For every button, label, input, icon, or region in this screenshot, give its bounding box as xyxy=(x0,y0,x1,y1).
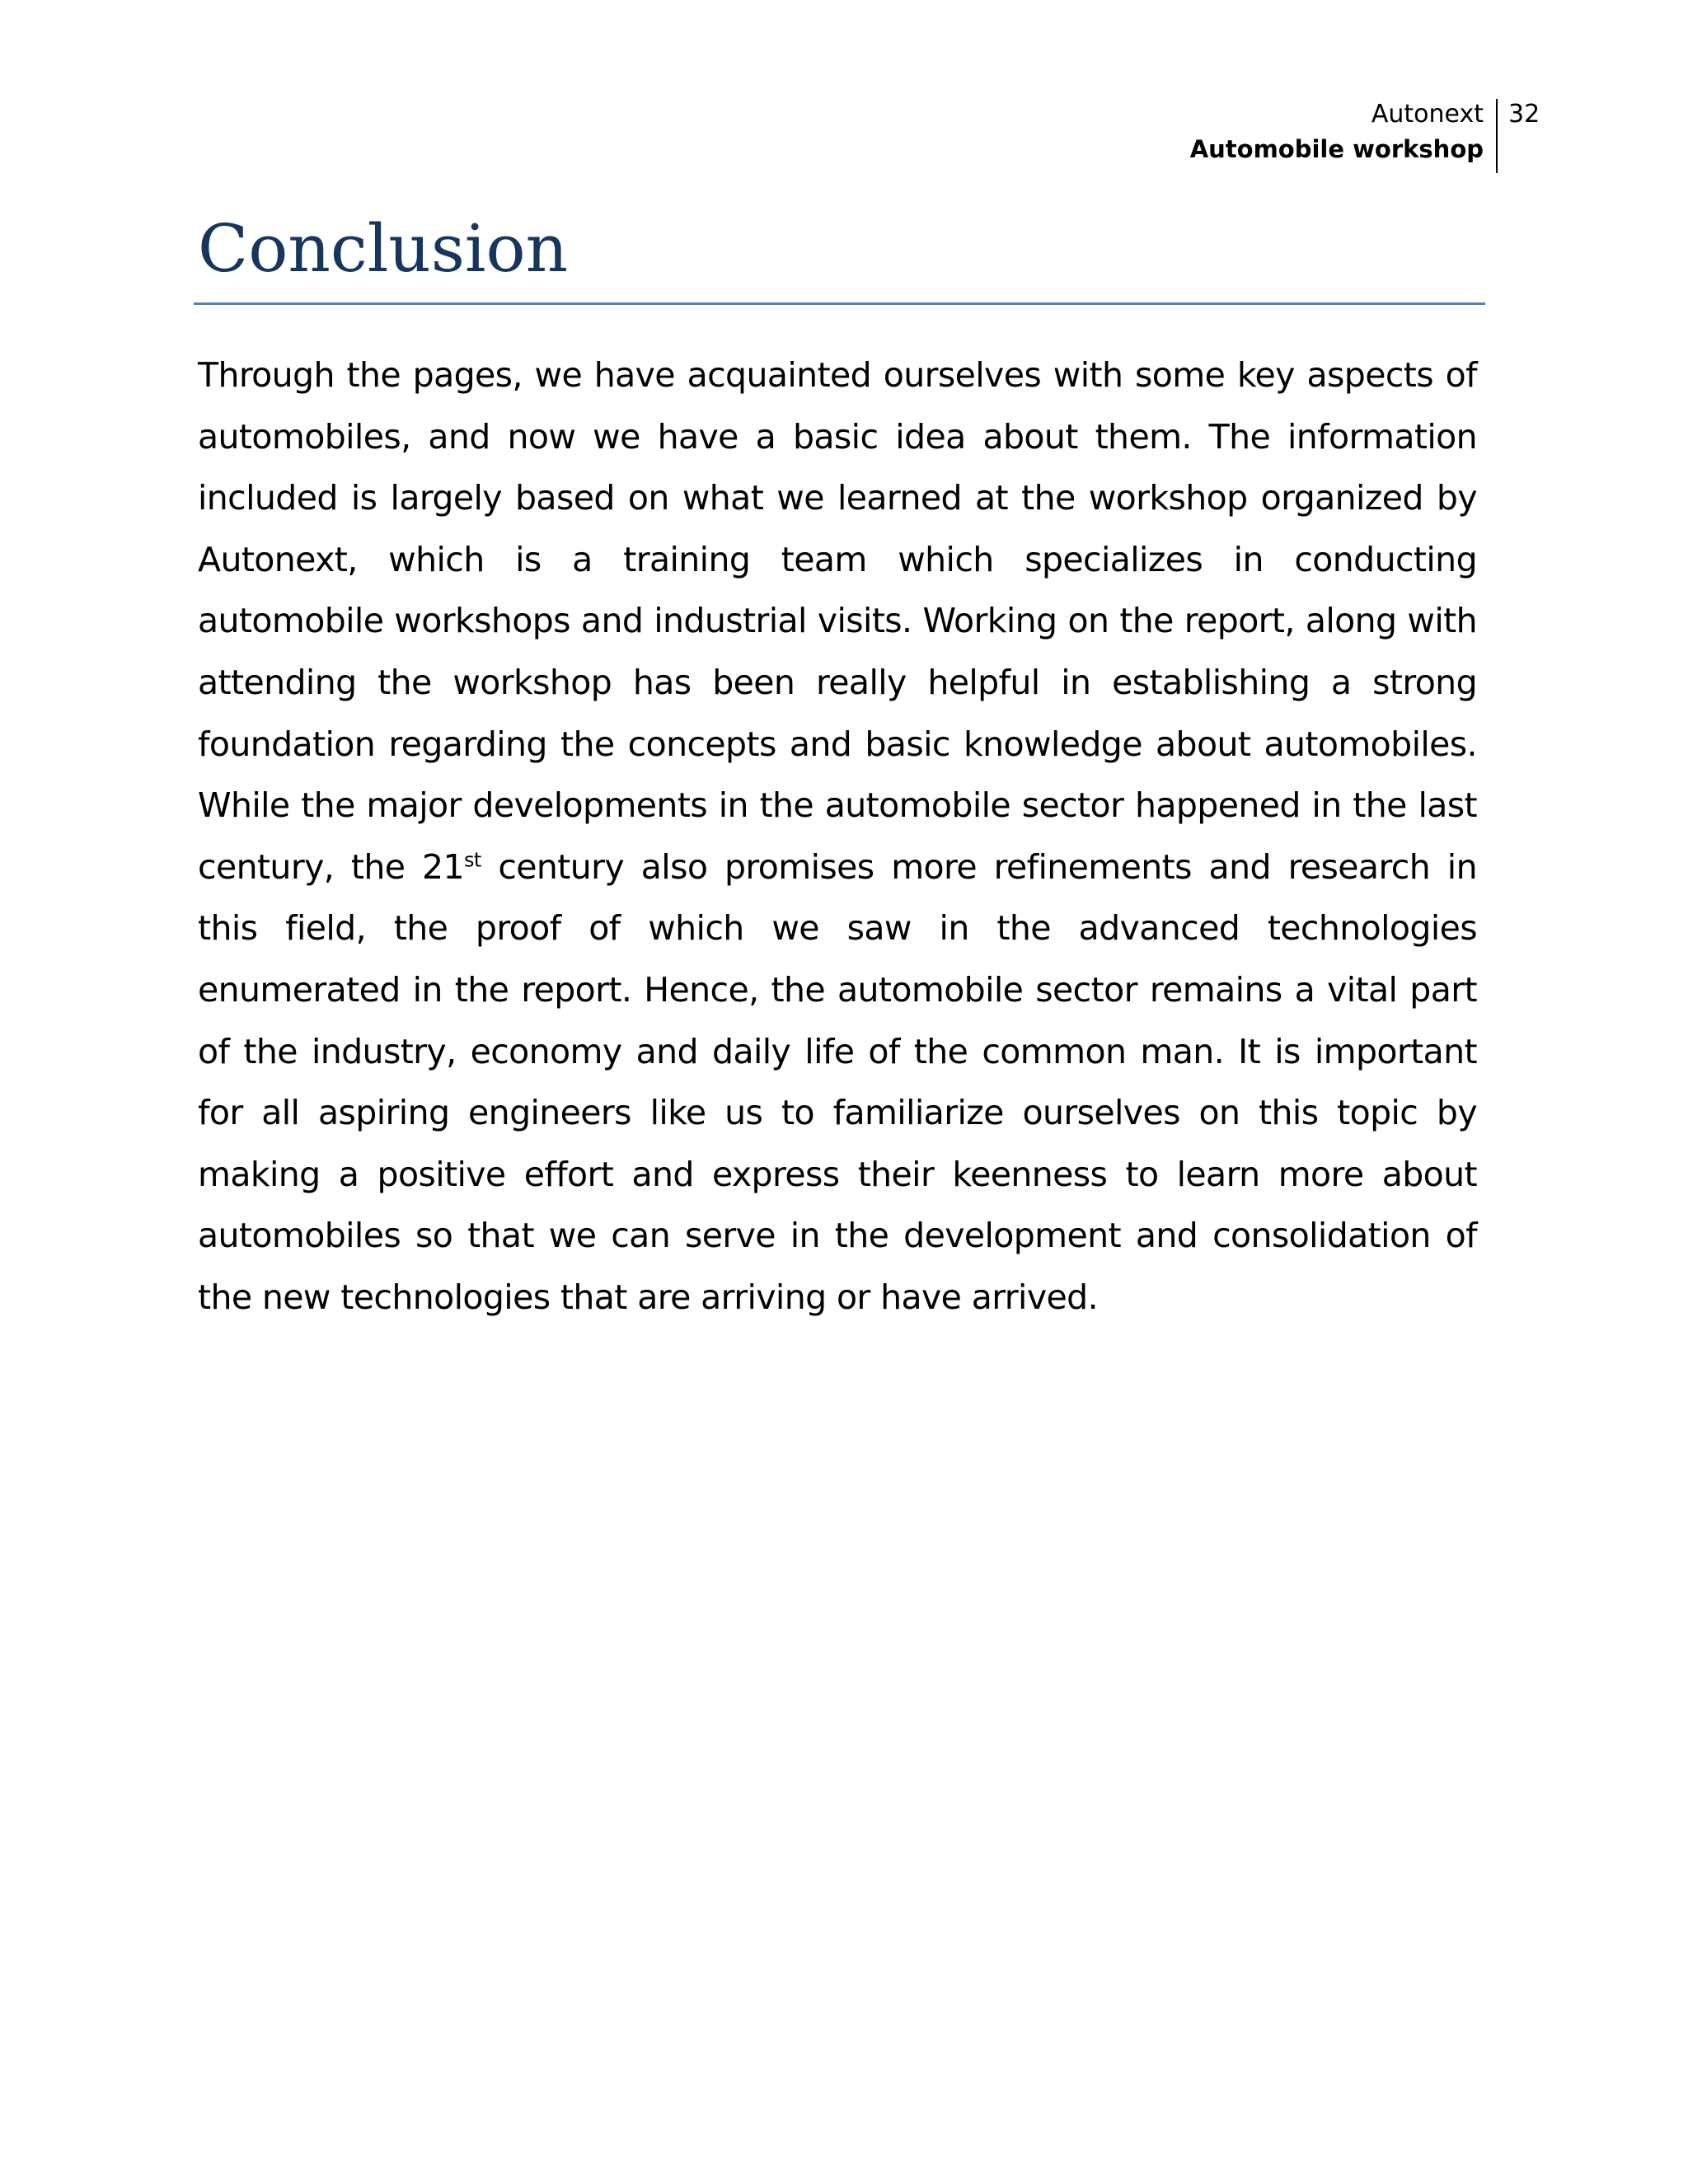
section-heading: Conclusion xyxy=(198,210,569,287)
header-divider xyxy=(1496,99,1498,173)
paragraph-text-part1: Through the pages, we have acquainted ourselves with some key aspects of automobiles, and now we have a basic idea about them. The information included is largely based on what we learned at the workshop organized by Autonext, which is a training team which specializes in conducting automobile workshops and industrial visits. Working on the report, along with attending the workshop has been really helpful in establishing a strong foundation regarding the concepts and basic knowledge about automobiles. While the major developments in the automobile sector happened in the last century, the 21 xyxy=(198,355,1477,887)
page-number: 32 xyxy=(1508,100,1540,129)
header-company: Autonext xyxy=(1371,100,1484,129)
paragraph-text-part2: century also promises more refinements and research in this field, the proof of which we saw in the advanced technologies enumerated in the report. Hence, the automobile sector remains a vital part of the industry, economy and daily life of the common man. It is important for all aspiring engineers like us to familiarize ourselves on this topic by making a positive effort and express their keenness to learn more about automobiles so that we can serve in the development and consolidation of the new technologies that are arriving or have arrived. xyxy=(198,846,1477,1317)
heading-underline xyxy=(194,302,1485,305)
header-text xyxy=(1190,97,1484,166)
header-subtitle: Automobile workshop xyxy=(1189,135,1484,163)
ordinal-superscript: st xyxy=(463,848,481,872)
page-header xyxy=(0,97,1688,173)
conclusion-paragraph xyxy=(198,344,1477,1329)
